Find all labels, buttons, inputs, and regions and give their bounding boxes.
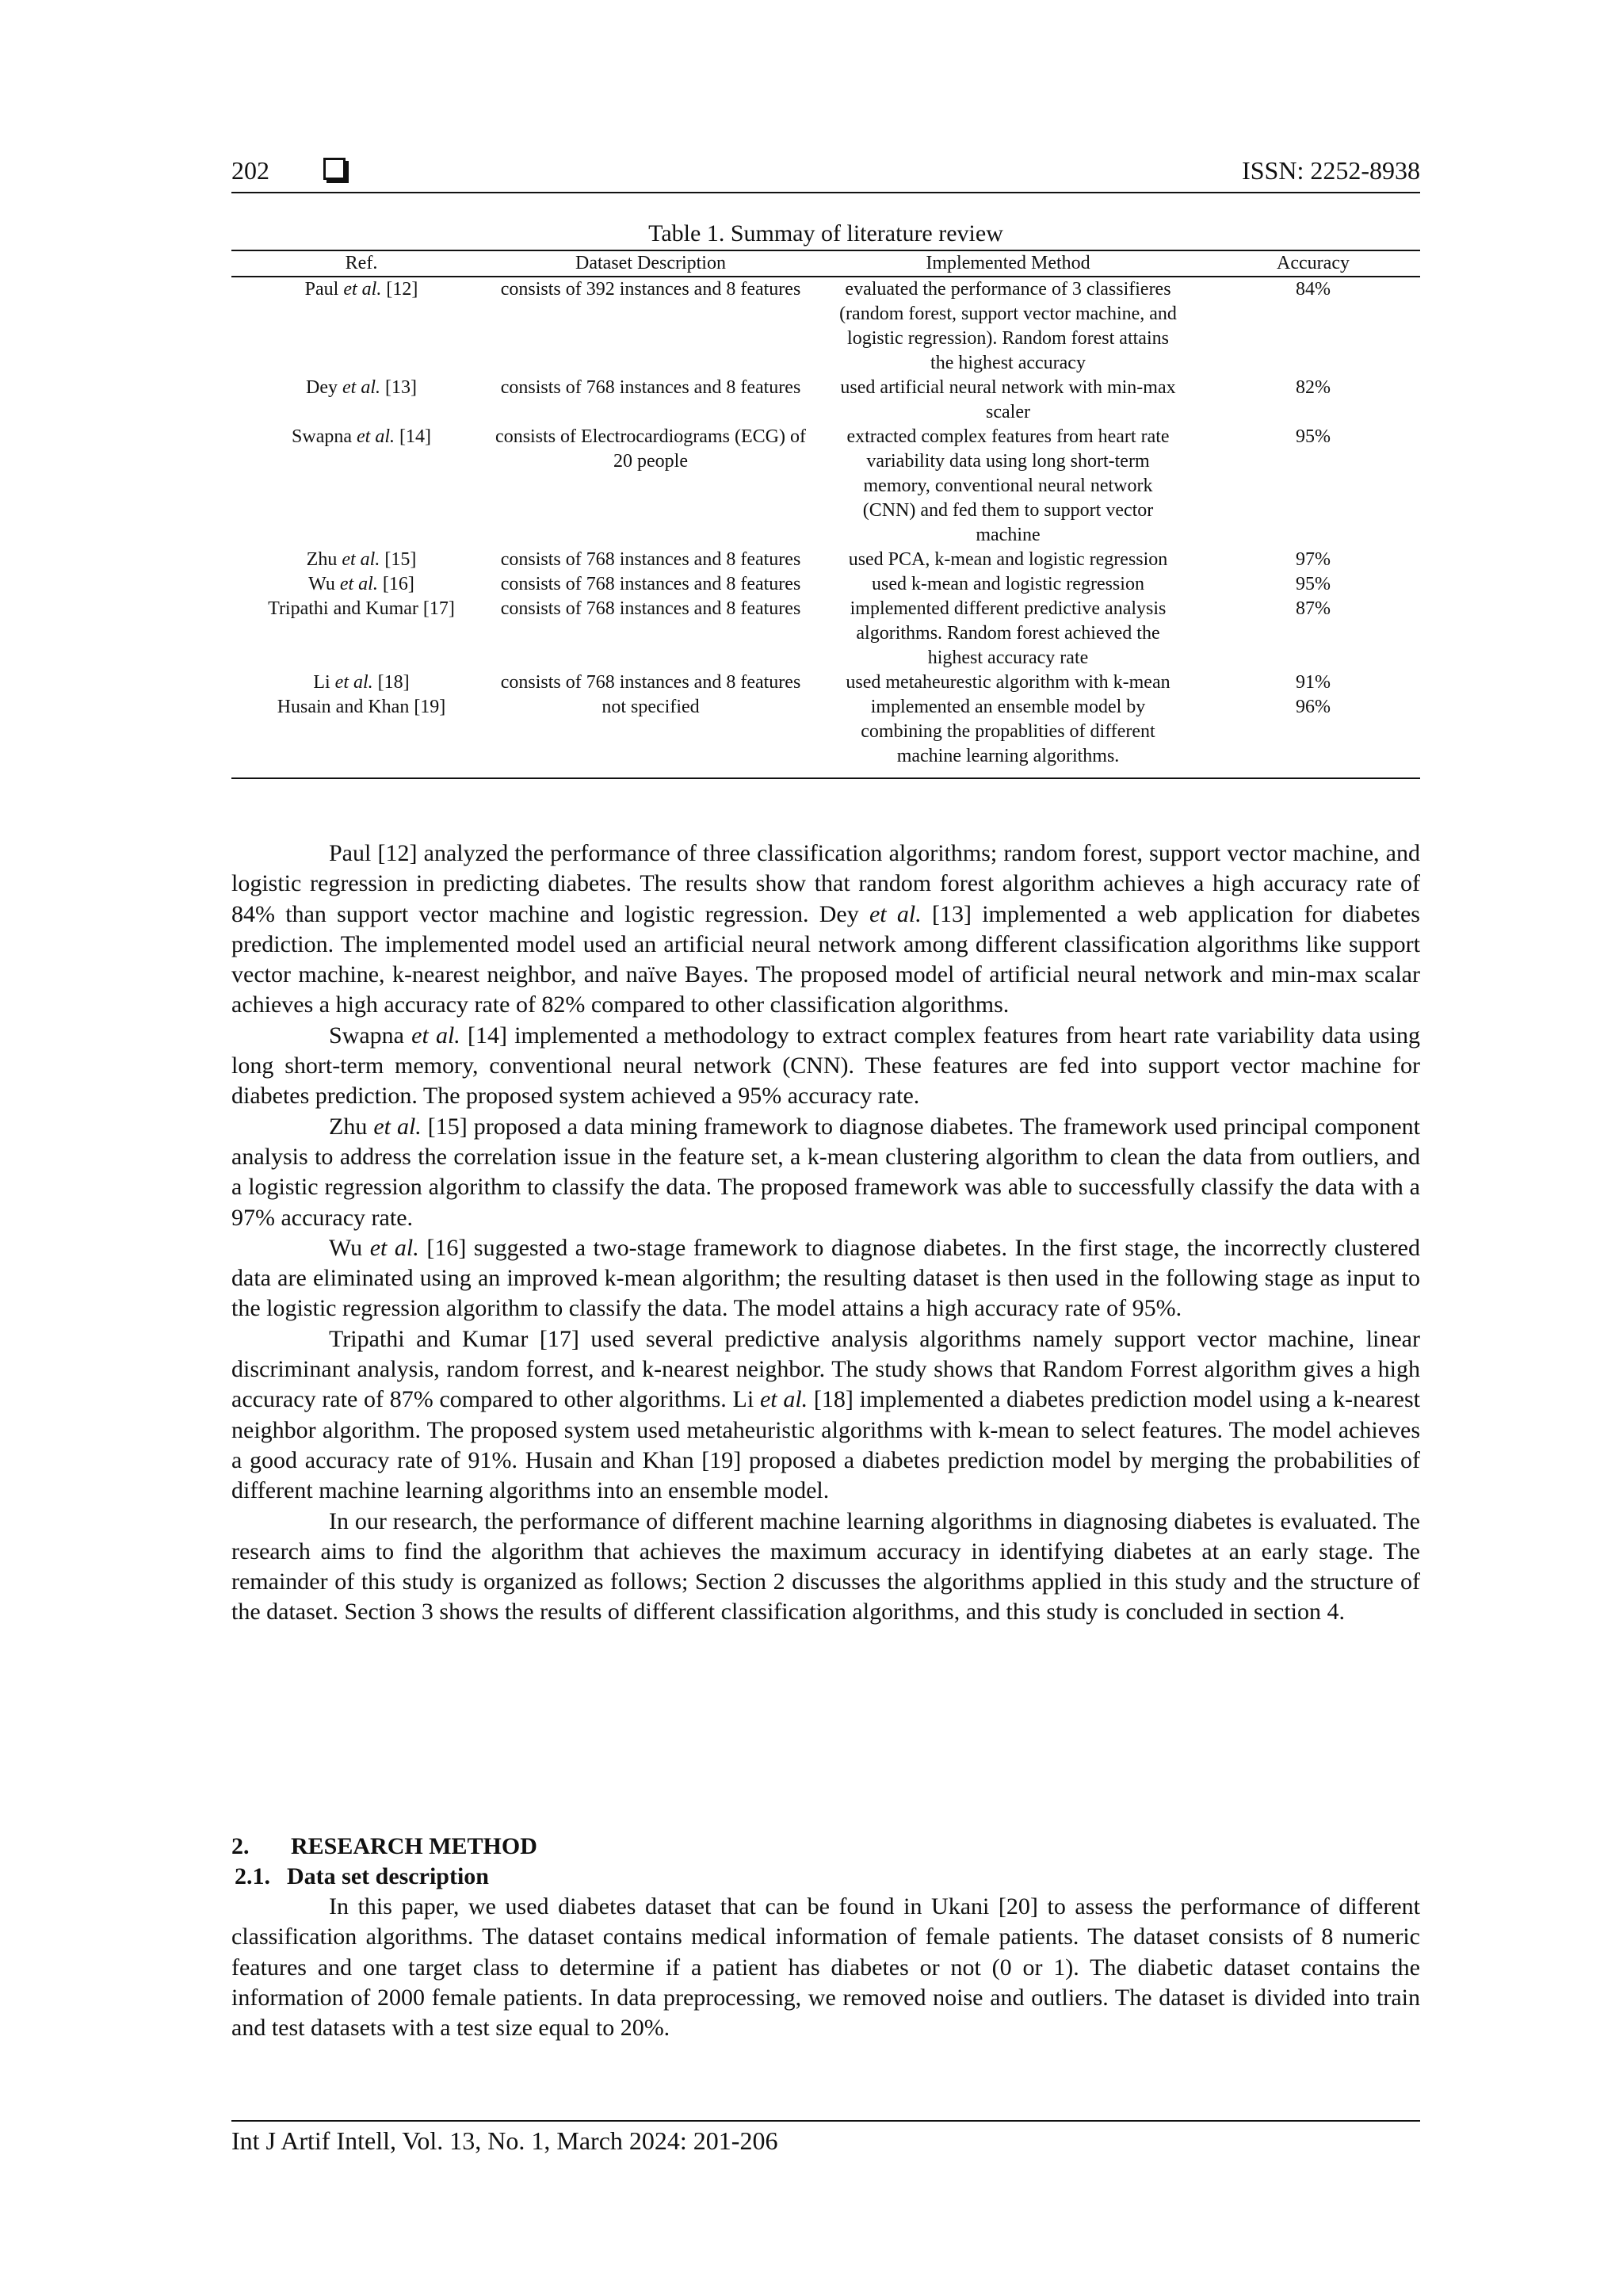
ref-citation: [15]: [380, 549, 417, 570]
body-paragraph: [231, 1021, 1420, 1112]
implemented-method-cell: [810, 425, 1206, 548]
ref-citation: [12]: [381, 279, 418, 300]
ref-author: Zhu: [306, 549, 342, 570]
paragraph-text: [15] proposed a data mining framework to diagnose diabetes. The framework used principal component analysis to address the correlation issue in the feature set, a k-mean clustering algorithm to clean the data from outliers, and a logistic regression algorithm to classify the data. The proposed framework was able to successfully classify the data with a 97% accuracy rate.: [231, 1113, 1420, 1231]
table-row: [231, 376, 1420, 425]
cell-line: implemented an ensemble model by: [870, 697, 1146, 717]
implemented-method-cell: [810, 572, 1206, 597]
body-text: [231, 839, 1420, 1628]
ref-cell: [231, 597, 491, 670]
cell-line: machine: [976, 525, 1041, 545]
implemented-method-cell: [810, 277, 1206, 376]
header-rule: [231, 192, 1420, 193]
paragraph-text: Swapna: [329, 1022, 412, 1049]
accuracy-cell: 96%: [1296, 697, 1331, 717]
paragraph-text: Tripathi and Kumar [17] used several predictive analysis algorithms namely support vector machine, linear discriminant analysis, random forrest, and k-nearest neighbor. The study shows that Random Forrest algorithm gives a high accuracy rate of 87% compared to other algorithms. Li: [231, 1325, 1420, 1413]
cell-line: consists of 768 instances and 8 features: [500, 598, 801, 619]
ref-cell: [231, 277, 491, 376]
dataset-description-cell: [491, 597, 810, 670]
running-header: [231, 152, 1420, 189]
paragraph-text: Wu: [329, 1234, 370, 1261]
dataset-description-cell: [491, 670, 810, 695]
ref-citation: [14]: [395, 426, 431, 447]
table-header-cell: Ref.: [345, 253, 378, 273]
cell-line: algorithms. Random forest achieved the: [856, 623, 1160, 644]
cell-line: evaluated the performance of 3 classifieres: [845, 279, 1171, 300]
dataset-description-cell: [491, 425, 810, 548]
ref-author: Paul: [304, 279, 344, 300]
table-row: [231, 548, 1420, 572]
et-al-text: et al.: [411, 1022, 460, 1049]
accuracy-cell: 97%: [1296, 549, 1331, 570]
accuracy-cell: 95%: [1296, 574, 1331, 594]
cell-line: used metaheurestic algorithm with k-mean: [846, 672, 1170, 693]
body-paragraph: [231, 839, 1420, 1021]
ref-cell: [231, 670, 491, 695]
body-paragraph: [231, 1324, 1420, 1507]
cell-line: not specified: [601, 697, 700, 717]
paragraph-text: Paul [12] analyzed the performance of three classification algorithms; random forest, support vector machine, and logistic regression in predicting diabetes. The results show that random forest algorithm achieves a high accuracy rate of 84% than support vector machine and logistic regression. Dey: [231, 840, 1420, 927]
subsection-number: 2.1.: [235, 1863, 270, 1889]
implemented-method-cell: [810, 597, 1206, 670]
body-paragraph: [231, 1233, 1420, 1324]
literature-review-table: [231, 277, 1420, 769]
ref-citation: [16]: [377, 574, 414, 594]
implemented-method-cell: [810, 670, 1206, 695]
cell-line: scaler: [986, 402, 1030, 422]
table-row: [231, 277, 1420, 376]
paragraph-text: Zhu: [329, 1113, 374, 1140]
implemented-method-cell: [810, 695, 1206, 769]
cell-line: consists of 768 instances and 8 features: [500, 574, 801, 594]
issn-label: ISSN: 2252-8938: [1242, 156, 1420, 185]
ref-et-al: et al.: [357, 426, 395, 447]
ref-cell: [231, 425, 491, 548]
ref-cell: [231, 548, 491, 572]
cell-line: highest accuracy rate: [927, 648, 1089, 668]
paragraph-text: [13] implemented a web application for diabetes prediction. The implemented model used an artificial neural network among different classification algorithms like support vector machine, k-nearest neighbor, and naïve Bayes. The proposed model of artificial neural network and min-max scalar achieves a high accuracy rate of 82% compared to other classification algorithms.: [231, 900, 1420, 1018]
footer-citation: Int J Artif Intell, Vol. 13, No. 1, March 2024: 201-206: [231, 2126, 778, 2155]
ref-author: Dey: [306, 377, 342, 398]
accuracy-cell: 95%: [1296, 426, 1331, 447]
cell-line: implemented different predictive analysis: [850, 598, 1167, 619]
ref-et-al: et al.: [339, 574, 378, 594]
ref-author: Husain and Khan [19]: [277, 697, 446, 717]
ref-author: Swapna: [292, 426, 357, 447]
body-paragraph: [231, 1507, 1420, 1628]
cell-line: consists of Electrocardiograms (ECG) of: [495, 426, 806, 447]
accuracy-cell: 82%: [1296, 377, 1331, 398]
section-body: [231, 1892, 1420, 2043]
cell-line: extracted complex features from heart rate: [846, 426, 1170, 447]
cell-line: consists of 768 instances and 8 features: [500, 672, 801, 693]
table-header-cell: Accuracy: [1277, 253, 1350, 273]
ref-et-al: et al.: [334, 672, 373, 693]
section-number: 2.: [231, 1833, 250, 1859]
cell-line: the highest accuracy: [930, 353, 1086, 373]
table-bottom-rule: [231, 777, 1420, 779]
cell-line: machine learning algorithms.: [896, 746, 1120, 766]
cell-line: logistic regression). Random forest attains: [847, 328, 1169, 349]
subsection-heading: [235, 1862, 489, 1892]
ref-cell: [231, 376, 491, 425]
section-paragraph: In this paper, we used diabetes dataset that can be found in Ukani [20] to assess the performance of different classification algorithms. The dataset contains medical information of female patients. The dataset consists of 8 numeric features and one target class to determine if a patient has diabetes or not (0 or 1). The diabetic dataset contains the information of 2000 female patients. In data preprocessing, we removed noise and outliers. The dataset is divided into train and test datasets with a test size equal to 20%.: [231, 1893, 1420, 2042]
accuracy-cell: 84%: [1296, 279, 1331, 300]
dataset-description-cell: [491, 376, 810, 425]
square-bullet-icon: [323, 158, 346, 180]
paragraph-text: [14] implemented a methodology to extract complex features from heart rate variability data using long short-term memory, conventional neural network (CNN). These features are fed into support vector machine for diabetes prediction. The proposed system achieved a 95% accuracy rate.: [231, 1022, 1420, 1110]
paragraph-text: [18] implemented a diabetes prediction model using a k-nearest neighbor algorithm. The proposed system used metaheuristic algorithms with k-mean to select features. The model achieves a good accuracy rate of 91%. Husain and Khan [19] proposed a diabetes prediction model by merging the probabilities of different machine learning algorithms into an ensemble model.: [231, 1386, 1420, 1504]
cell-line: used PCA, k-mean and logistic regression: [848, 549, 1168, 570]
cell-line: combining the propablities of different: [861, 721, 1155, 742]
section-heading: [231, 1832, 537, 1862]
dataset-description-cell: [491, 277, 810, 376]
table-header-cell: Implemented Method: [926, 253, 1090, 273]
table-caption: Table 1. Summay of literature review: [648, 220, 1003, 246]
cell-line: (random forest, support vector machine, and: [839, 304, 1177, 324]
cell-line: used k-mean and logistic regression: [872, 574, 1144, 594]
ref-author: Tripathi and Kumar [17]: [268, 598, 455, 619]
cell-line: used artificial neural network with min-max: [840, 377, 1176, 398]
implemented-method-cell: [810, 548, 1206, 572]
page-number: 202: [231, 156, 269, 185]
accuracy-cell: 87%: [1296, 598, 1331, 619]
cell-line: consists of 392 instances and 8 features: [500, 279, 801, 300]
et-al-text: et al.: [369, 1234, 419, 1261]
accuracy-cell: 91%: [1296, 672, 1331, 693]
et-al-text: et al.: [373, 1113, 422, 1140]
section-title: RESEARCH METHOD: [291, 1833, 537, 1859]
ref-et-al: et al.: [343, 279, 382, 300]
ref-citation: [13]: [380, 377, 417, 398]
paragraph-text: In our research, the performance of different machine learning algorithms in diagnosing diabetes is evaluated. The research aims to find the algorithm that achieves the maximum accuracy in identifying diabetes at an early stage. The remainder of this study is organized as follows; Section 2 discusses the algorithms applied in this study and the structure of the dataset. Section 3 shows the results of different classification algorithms, and this study is concluded in section 4.: [231, 1507, 1420, 1626]
body-paragraph: [231, 1112, 1420, 1233]
table-row: [231, 425, 1420, 548]
footer-rule: [231, 2120, 1420, 2122]
cell-line: variability data using long short-term: [866, 451, 1150, 472]
cell-line: 20 people: [613, 451, 688, 472]
dataset-description-cell: [491, 695, 810, 769]
et-al-text: et al.: [759, 1386, 808, 1413]
ref-cell: [231, 695, 491, 769]
cell-line: consists of 768 instances and 8 features: [500, 377, 801, 398]
implemented-method-cell: [810, 376, 1206, 425]
table-row: [231, 597, 1420, 670]
cell-line: consists of 768 instances and 8 features: [500, 549, 801, 570]
subsection-title: Data set description: [287, 1863, 489, 1889]
cell-line: (CNN) and fed them to support vector: [862, 500, 1154, 521]
table-row: [231, 670, 1420, 695]
table-header-row: [231, 251, 1420, 276]
dataset-description-cell: [491, 572, 810, 597]
ref-et-al: et al.: [342, 549, 380, 570]
table-row: [231, 695, 1420, 769]
ref-author: Li: [313, 672, 335, 693]
cell-line: memory, conventional neural network: [863, 476, 1153, 496]
table-row: [231, 572, 1420, 597]
table-header-cell: Dataset Description: [575, 253, 726, 273]
ref-author: Wu: [308, 574, 340, 594]
ref-citation: [18]: [372, 672, 410, 693]
ref-et-al: et al.: [342, 377, 380, 398]
dataset-description-cell: [491, 548, 810, 572]
paragraph-text: [16] suggested a two-stage framework to diagnose diabetes. In the first stage, the incorrectly clustered data are eliminated using an improved k-mean algorithm; the resulting dataset is then used in the following stage as input to the logistic regression algorithm to classify the data. The model attains a high accuracy rate of 95%.: [231, 1234, 1420, 1322]
ref-cell: [231, 572, 491, 597]
et-al-text: et al.: [869, 900, 922, 927]
